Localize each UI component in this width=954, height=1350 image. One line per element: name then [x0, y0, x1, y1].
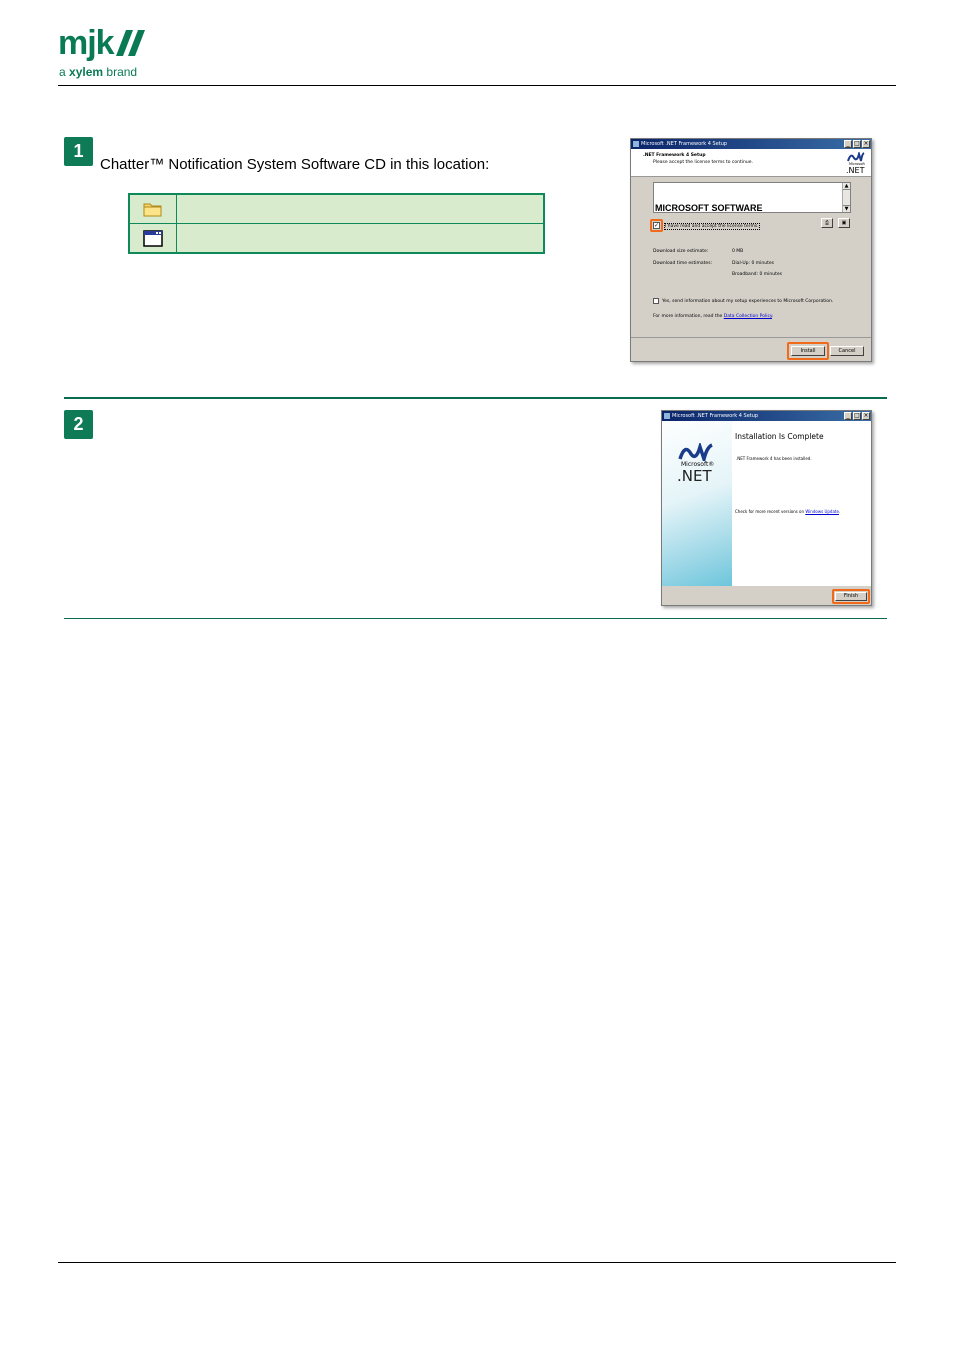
- data-collection-policy-link[interactable]: Data Collection Policy: [723, 314, 772, 319]
- window-icon: [143, 230, 163, 247]
- dialog-titlebar: Microsoft .NET Framework 4 Setup _ □ ×: [631, 139, 871, 149]
- close-icon[interactable]: ×: [863, 412, 869, 419]
- broadband-value: Broadband: 0 minutes: [732, 272, 782, 277]
- location-row-window: [130, 224, 543, 252]
- minimize-icon[interactable]: _: [844, 412, 852, 420]
- location-row-folder: [130, 195, 543, 224]
- header-rule: [58, 85, 896, 86]
- dialog-side-panel: [662, 421, 732, 586]
- step-1-text: Chatter™ Notification System Software CD in this location:: [100, 156, 490, 173]
- install-button-highlight: [787, 342, 829, 360]
- company-logo: [58, 24, 158, 80]
- installed-text: .NET Framework 4 has been installed.: [736, 456, 812, 461]
- dialup-value: Dial-Up: 0 minutes: [732, 261, 774, 266]
- accept-checkbox[interactable]: ✓: [654, 222, 660, 229]
- net-setup-license-dialog: [630, 138, 872, 362]
- accept-label: I have read and accept the license terms.: [665, 224, 759, 229]
- dialog-header-band: [631, 149, 871, 177]
- net-logo-small: Microsoft®: [681, 461, 715, 468]
- save-button[interactable]: ▣: [838, 218, 850, 228]
- net-logo-text: .NET: [846, 166, 865, 175]
- print-button[interactable]: ⎙: [821, 218, 833, 228]
- net-setup-complete-dialog: [661, 410, 872, 606]
- close-icon[interactable]: ×: [863, 140, 869, 147]
- dialog-heading: .NET Framework 4 Setup: [643, 153, 706, 158]
- step-1-divider: [64, 397, 887, 399]
- app-icon: [633, 141, 639, 147]
- download-size-value: 0 MB: [732, 249, 744, 254]
- app-icon: [664, 413, 670, 419]
- folder-icon: [143, 201, 163, 217]
- download-time-label: Download time estimates:: [653, 261, 713, 266]
- dialog-titlebar: Microsoft .NET Framework 4 Setup _ □ ×: [662, 411, 871, 421]
- finish-button-highlight: [832, 589, 870, 604]
- step-2-badge: 2: [64, 410, 93, 439]
- send-info-label: Yes, send information about my setup experiences to Microsoft Corporation.: [662, 299, 834, 304]
- windows-update-link[interactable]: Windows Update: [805, 509, 839, 514]
- maximize-icon[interactable]: □: [854, 412, 860, 419]
- finish-button[interactable]: Finish: [835, 592, 867, 601]
- net-logo-icon: [847, 152, 865, 162]
- net-logo-text: .NET: [677, 467, 712, 485]
- more-info-text: For more information, read the Data Collection Policy.: [653, 314, 774, 319]
- footer-rule: [58, 1262, 896, 1263]
- license-text: MICROSOFT SOFTWARE: [655, 203, 763, 213]
- license-textbox[interactable]: [653, 182, 851, 213]
- maximize-icon[interactable]: □: [854, 140, 860, 147]
- complete-heading: Installation Is Complete: [735, 432, 824, 441]
- accept-checkbox-highlight: [650, 219, 663, 232]
- download-size-label: Download size estimate:: [653, 249, 709, 254]
- net-logo-small: Microsoft: [849, 162, 865, 166]
- cancel-button[interactable]: Cancel: [830, 346, 864, 356]
- logo-wordmark: mjk: [58, 24, 114, 62]
- location-table: [128, 193, 545, 254]
- minimize-icon[interactable]: _: [844, 140, 852, 148]
- check-updates-text: Check for more recent versions on Windows Update.: [735, 509, 841, 514]
- step-1-badge: 1: [64, 137, 93, 166]
- logo-slashes-icon: [116, 30, 148, 56]
- install-button[interactable]: Install: [791, 346, 825, 356]
- dialog-content: [732, 421, 871, 586]
- send-info-checkbox[interactable]: [653, 298, 659, 304]
- logo-tagline: a xylem brand: [59, 65, 138, 79]
- step-2-divider: [64, 618, 887, 619]
- dialog-subheading: Please accept the license terms to continue.: [653, 160, 753, 165]
- license-scrollbar[interactable]: ▲ ▼: [842, 183, 850, 212]
- net-logo-icon: [678, 443, 714, 461]
